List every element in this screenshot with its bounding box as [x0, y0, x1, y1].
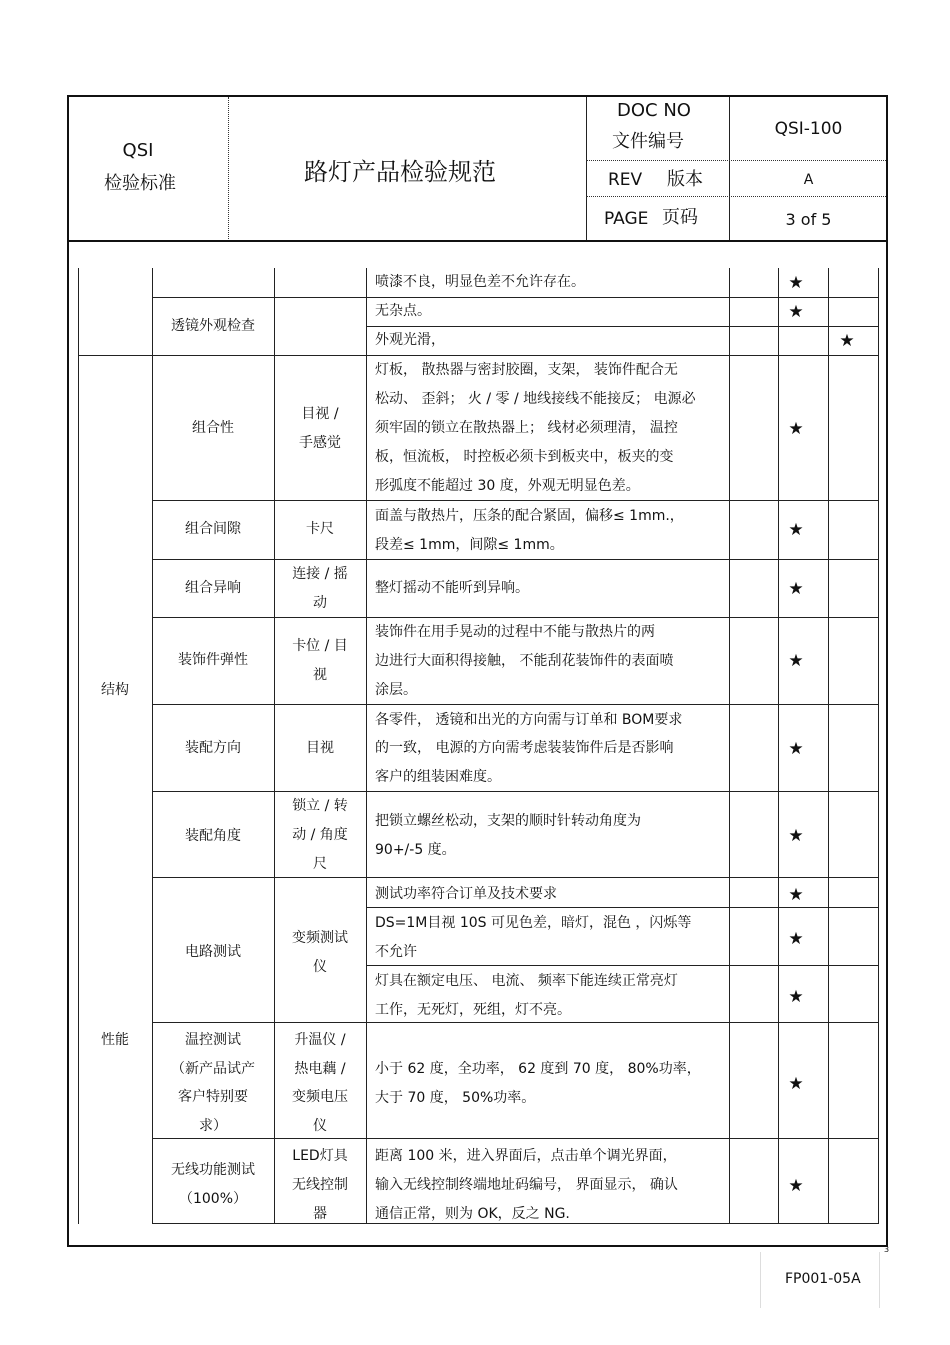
grid-v-5 [778, 268, 779, 1224]
circuit-criterion-1: 测试功率符合订单及技术要求 [375, 886, 557, 902]
angle-tool-2: 动 / 角度 [292, 827, 348, 843]
grid-v-0 [78, 268, 79, 1224]
gap-tool: 卡尺 [306, 521, 334, 537]
wireless-criterion-2: 输入无线控制终端地址码编号， 界面显示， 确认 [375, 1177, 678, 1193]
wireless-item-1: 无线功能测试 [171, 1162, 255, 1178]
page-title: 路灯产品检验规范 [304, 158, 496, 186]
elastic-criterion-3: 涂层。 [375, 682, 417, 698]
header-rule-2 [586, 196, 886, 197]
circuit-tool-1: 变频测试 [292, 930, 348, 946]
direction-criterion-3: 客户的组装困难度。 [375, 769, 501, 785]
grid-h-5 [152, 559, 879, 560]
star-icon: ★ [788, 885, 804, 905]
header-qsi: QSI [122, 140, 154, 161]
footer-box-right [879, 1252, 880, 1308]
assembly-criterion-2: 松动、 歪斜； 火 / 零 / 地线接线不能接反； 电源必 [375, 391, 696, 407]
header-bottom-rule [67, 240, 888, 242]
header-divider-2 [586, 97, 587, 241]
direction-criterion-2: 的一致， 电源的方向需考虑装装饰件后是否影响 [375, 740, 674, 756]
circuit-criterion-2a: DS=1M目视 10S 可见色差，暗灯，混色 ，闪烁等 [375, 915, 692, 931]
doc-no-value: QSI-100 [774, 119, 843, 139]
circuit-criterion-3b: 工作，无死灯，死组，灯不亮。 [375, 1002, 571, 1018]
elastic-tool-2: 视 [313, 667, 327, 683]
angle-criterion-1: 把锁立螺丝松动，支架的顺时针转动角度为 [375, 813, 641, 829]
star-icon: ★ [839, 331, 855, 351]
lens-criterion-1: 无杂点。 [375, 303, 431, 319]
doc-no-label-cn: 文件编号 [612, 131, 684, 152]
star-icon: ★ [788, 520, 804, 540]
circuit-item: 电路测试 [185, 944, 241, 960]
temp-tool-1: 升温仪 / [294, 1032, 346, 1048]
assembly-tool-1: 目视 / [301, 406, 339, 422]
gap-criterion-1: 面盖与散热片，压条的配合紧固，偏移≤ 1mm.， [375, 508, 684, 524]
star-icon: ★ [788, 273, 804, 293]
section-performance: 性能 [101, 1032, 129, 1048]
gap-criterion-2: 段差≤ 1mm，间隙≤ 1mm。 [375, 537, 564, 553]
wireless-tool-2: 无线控制 [292, 1177, 348, 1193]
assembly-criterion-3: 须牢固的锁立在散热器上； 线材必须理清， 温控 [375, 420, 678, 436]
temp-tool-3: 变频电压 [292, 1089, 348, 1105]
wireless-criterion-1: 距离 100 米，进入界面后，点击单个调光界面， [375, 1148, 677, 1164]
lens-item: 透镜外观检查 [171, 318, 255, 334]
star-icon: ★ [788, 739, 804, 759]
assembly-criterion-5: 形弧度不能超过 30 度，外观无明显色差。 [375, 478, 640, 494]
form-number: FP001-05A [785, 1271, 861, 1287]
star-icon: ★ [788, 419, 804, 439]
grid-h-1 [152, 297, 879, 298]
page-label-en: PAGE [604, 209, 649, 229]
star-icon: ★ [788, 826, 804, 846]
temp-tool-2: 热电藕 / [294, 1061, 346, 1077]
assembly-criterion-1: 灯板， 散热器与密封胶圈，支架， 装饰件配合无 [375, 362, 678, 378]
elastic-criterion-1: 装饰件在用手晃动的过程中不能与散热片的两 [375, 624, 655, 640]
page-value: 3 of 5 [785, 210, 832, 229]
section-structure: 结构 [101, 682, 129, 698]
temp-tool-4: 仪 [313, 1118, 327, 1134]
paint-criterion: 喷漆不良，明显色差不允许存在。 [375, 274, 585, 290]
assembly-criterion-4: 板，恒流板， 时控板必须卡到板夹中，板夹的变 [375, 449, 674, 465]
header-standard-label: 检验标准 [104, 173, 176, 194]
lens-criterion-2: 外观光滑， [375, 332, 445, 348]
star-icon: ★ [788, 1176, 804, 1196]
footer-box-left [760, 1252, 761, 1308]
grid-v-6 [828, 268, 829, 1224]
gap-item: 组合间隙 [185, 521, 241, 537]
star-icon: ★ [788, 987, 804, 1007]
grid-v-7 [878, 268, 879, 1224]
angle-tool-1: 锁立 / 转 [292, 798, 348, 814]
noise-item: 组合异响 [185, 580, 241, 596]
grid-h-8 [152, 791, 879, 792]
wireless-criterion-3: 通信正常，则为 OK，反之 NG. [375, 1206, 570, 1222]
elastic-item: 装饰件弹性 [178, 652, 248, 668]
grid-h-4 [152, 500, 879, 501]
direction-tool: 目视 [306, 740, 334, 756]
header-divider-3 [729, 97, 730, 241]
star-icon: ★ [788, 1074, 804, 1094]
wireless-tool-1: LED灯具 [292, 1148, 348, 1164]
header-divider-1 [228, 97, 229, 241]
rev-label-en: REV [608, 170, 643, 190]
header-rule-1 [586, 160, 886, 161]
temp-item-4: 求） [199, 1118, 227, 1134]
star-icon: ★ [788, 651, 804, 671]
star-icon: ★ [788, 302, 804, 322]
grid-h-7 [152, 704, 879, 705]
direction-item: 装配方向 [185, 740, 241, 756]
assembly-tool-2: 手感觉 [299, 435, 341, 451]
footer-page-mark: 3 [884, 1245, 890, 1254]
angle-item: 装配角度 [185, 828, 241, 844]
temp-criterion-1: 小于 62 度，全功率， 62 度到 70 度， 80%功率， [375, 1061, 701, 1077]
noise-tool-1: 连接 / 摇 [292, 566, 348, 582]
wireless-item-2: （100%） [178, 1191, 248, 1207]
doc-no-label-en: DOC NO [617, 100, 691, 121]
assembly-item: 组合性 [192, 420, 234, 436]
elastic-tool-1: 卡位 / 目 [292, 638, 348, 654]
grid-h-11 [366, 965, 879, 966]
temp-criterion-2: 大于 70 度， 50%功率。 [375, 1090, 536, 1106]
noise-criterion: 整灯摇动不能听到异响。 [375, 580, 529, 596]
rev-label-cn: 版本 [667, 169, 703, 190]
angle-criterion-2: 90+/-5 度。 [375, 842, 456, 858]
angle-tool-3: 尺 [313, 856, 327, 872]
grid-h-9 [152, 877, 879, 878]
circuit-criterion-3a: 灯具在额定电压、 电流、 频率下能连续正常亮灯 [375, 973, 678, 989]
circuit-criterion-2b: 不允许 [375, 944, 417, 960]
star-icon: ★ [788, 579, 804, 599]
star-icon: ★ [788, 929, 804, 949]
temp-item-3: 客户特别要 [178, 1089, 248, 1105]
page-label-cn: 页码 [662, 207, 698, 228]
temp-item-2: （新产品试产 [171, 1061, 255, 1077]
grid-v-3 [366, 268, 367, 1224]
rev-value: A [803, 172, 814, 188]
grid-v-4 [729, 268, 730, 1224]
wireless-tool-3: 器 [313, 1206, 327, 1222]
noise-tool-2: 动 [313, 595, 327, 611]
circuit-tool-2: 仪 [313, 959, 327, 975]
direction-criterion-1: 各零件， 透镜和出光的方向需与订单和 BOM要求 [375, 712, 683, 728]
temp-item-1: 温控测试 [185, 1032, 241, 1048]
elastic-criterion-2: 边进行大面积得接触， 不能刮花装饰件的表面喷 [375, 653, 674, 669]
